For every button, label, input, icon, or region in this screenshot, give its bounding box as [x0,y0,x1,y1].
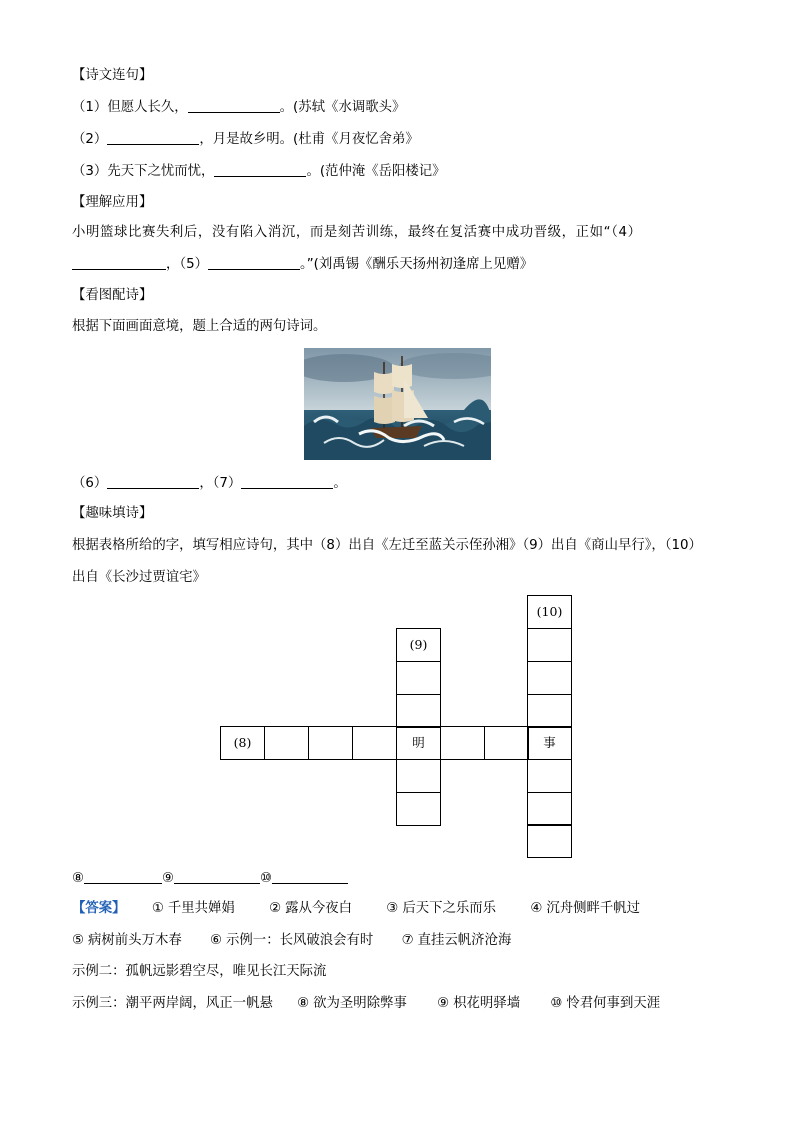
q1-before: 但愿人长久， [107,100,188,115]
answer-1-text: 千里共婵娟 [167,901,235,916]
answers-line-2 [72,932,511,950]
question-2 [72,131,419,149]
fill-instruction-1: 根据表格所给的字，填写相应诗句，其中（8）出自《左迁至蓝关示侄孙湘》（9）出自《商山早行》，（10） [72,538,702,553]
answer-2-num: ② [269,901,282,916]
cell-8-7[interactable] [484,726,529,760]
cell-10-2[interactable] [527,628,572,662]
apply-line-2 [72,256,533,274]
picture-end: 。 [333,476,347,491]
cell-8-2[interactable] [264,726,309,760]
picture-answer-line [72,475,347,493]
answer-6-text: 示例一：长风破浪会有时 [226,933,374,948]
answer-7-num: ⑦ [401,933,414,948]
answer-10-num: ⑩ [550,996,563,1011]
cell-8-6[interactable] [440,726,485,760]
answer-3-text: 后天下之乐而乐 [402,901,497,916]
section-title-picture-poem: 【看图配诗】 [72,288,153,303]
cell-9-5[interactable] [396,759,441,793]
cell-10-3[interactable] [527,661,572,695]
answer-7-text: 直挂云帆济沧海 [417,933,512,948]
answer-9-num: ⑨ [437,996,450,1011]
cell-10-8[interactable] [527,824,572,858]
cell-8-3[interactable] [308,726,353,760]
q3-before: 先天下之忧而忧， [107,164,215,179]
q4-blank[interactable] [72,256,166,270]
cell-9-label: (9) [396,628,441,662]
q3-after: 。(范仲淹《岳阳楼记》 [306,164,446,179]
ship-on-waves-image [304,348,491,460]
cell-8-4[interactable] [352,726,397,760]
cell-ming: 明 [396,726,441,760]
q3-number: （3） [72,164,108,179]
blank-10[interactable] [272,870,348,884]
cell-8-label: (8) [220,726,265,760]
answer-2-text: 露从今夜白 [285,901,353,916]
answer-example-3: 示例三：潮平两岸阔，风正一帆悬 [72,996,273,1011]
blank-10-label: ⑩ [260,871,273,886]
q7-blank[interactable] [241,475,333,489]
cell-10-7[interactable] [527,792,572,826]
section-title-poem-lines: 【诗文连句】 [72,68,153,83]
picture-instruction: 根据下面画面意境，题上合适的两句诗词。 [72,319,327,334]
q3-blank[interactable] [214,163,306,177]
cell-9-6[interactable] [396,792,441,826]
blank-9-label: ⑨ [162,871,175,886]
answer-8-text: 欲为圣明除弊事 [313,996,407,1011]
cell-9-3[interactable] [396,694,441,728]
answer-10-text: 怜君何事到天涯 [566,996,661,1011]
answer-6-num: ⑥ [210,933,223,948]
answer-5-text: 病树前头万木春 [88,933,182,948]
q6-blank[interactable] [107,475,199,489]
q2-after: ，月是故乡明。(杜甫《月夜忆舍弟》 [199,132,419,147]
q7-label: ，（7） [199,476,242,491]
answer-4-text: 沉舟侧畔千帆过 [546,901,641,916]
answer-example-2: 示例二：孤帆远影碧空尽，唯见长江天际流 [72,964,327,979]
apply-line-1: 小明篮球比赛失利后，没有陷入消沉，而是刻苦训练，最终在复活赛中成功晋级，正如“（4） [72,225,642,240]
sailing-ship-painting [304,348,491,460]
apply-end: 。”(刘禹锡《酬乐天扬州初逢席上见赠》 [300,257,534,272]
answer-9-text: 枳花明驿墙 [453,996,521,1011]
q1-number: （1） [72,100,108,115]
apply-mid: ，（5） [166,257,208,272]
section-title-fun-fill: 【趣味填诗】 [72,506,153,521]
cell-10-6[interactable] [527,759,572,793]
answer-8-num: ⑧ [297,996,310,1011]
answer-3-num: ③ [386,901,399,916]
q5-blank[interactable] [208,256,300,270]
blank-9[interactable] [174,870,260,884]
cell-9-2[interactable] [396,661,441,695]
answer-1-num: ① [151,901,164,916]
blank-8[interactable] [84,870,162,884]
answers-line-1 [72,900,640,918]
cell-shi: 事 [527,726,572,760]
question-3 [72,163,446,181]
q2-number: （2） [72,132,108,147]
answer-tag: 【答案】 [72,901,126,916]
question-1 [72,99,405,117]
answer-5-num: ⑤ [72,933,85,948]
answers-line-4 [72,995,660,1013]
blank-8-label: ⑧ [72,871,85,886]
answer-blanks-line [72,870,348,888]
cell-10-4[interactable] [527,694,572,728]
fill-instruction-2: 出自《长沙过贾谊宅》 [72,570,206,585]
q6-number: （6） [72,476,108,491]
q2-blank[interactable] [107,131,199,145]
q1-blank[interactable] [188,99,280,113]
section-title-application: 【理解应用】 [72,195,153,210]
q1-after: 。(苏轼《水调歌头》 [279,100,406,115]
answer-4-num: ④ [530,901,543,916]
cell-10-label: (10) [527,595,572,629]
